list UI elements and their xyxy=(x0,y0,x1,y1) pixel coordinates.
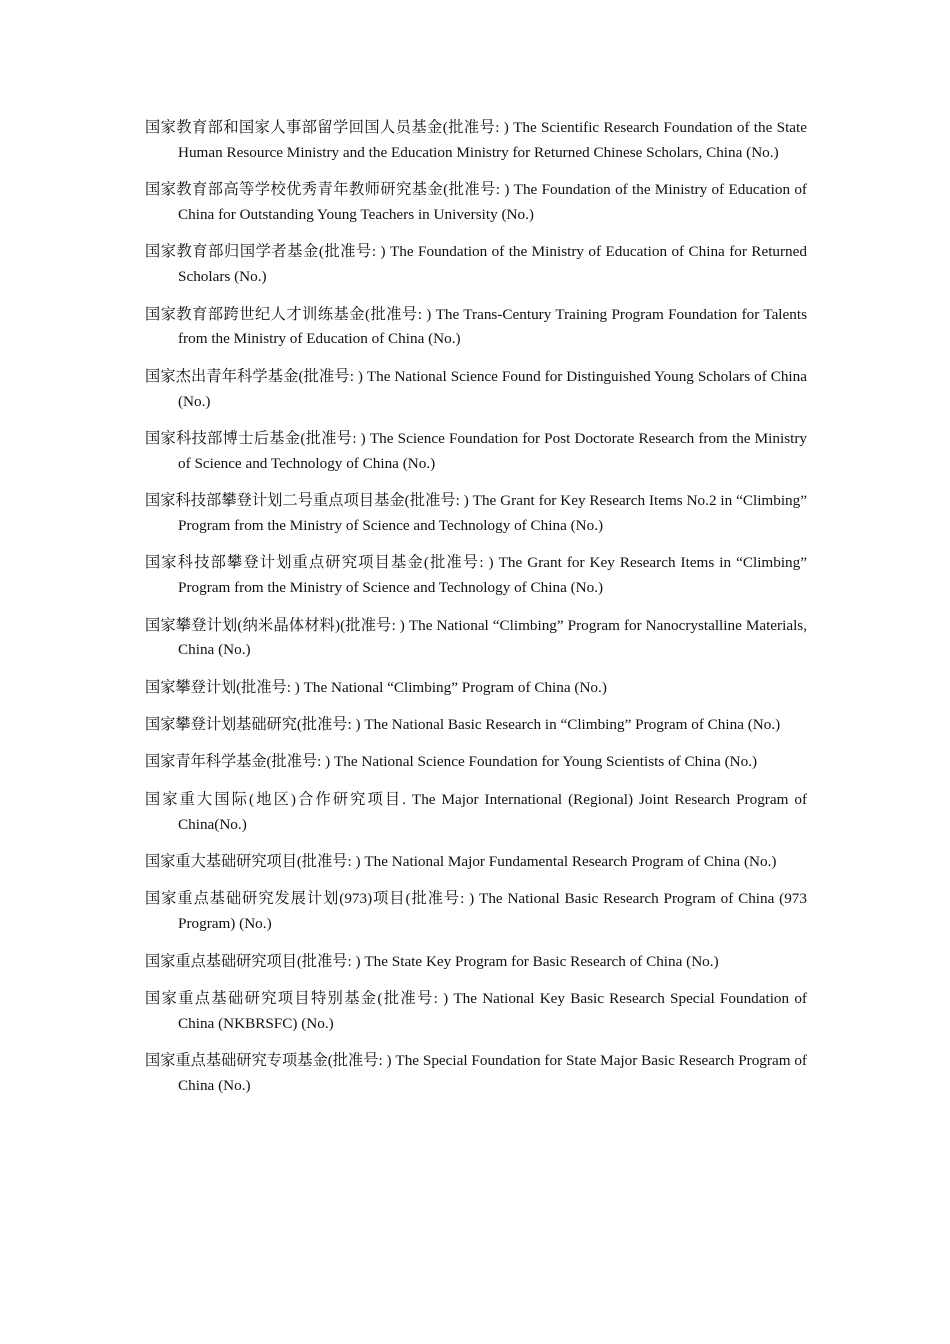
funding-entry: 国家重大国际(地区)合作研究项目. The Major International (Regional) Joint Research Program of China(No.) xyxy=(145,790,807,833)
funding-entry: 国家攀登计划基础研究(批准号: ) The National Basic Research in “Climbing” Program of China (No.) xyxy=(145,716,781,734)
funding-entry: 国家教育部跨世纪人才训练基金(批准号: ) The Trans-Century Training Program Foundation for Talents from the Ministry of Education of China (No.) xyxy=(145,305,807,348)
funding-entry: 国家教育部和国家人事部留学回国人员基金(批准号: ) The Scientific Research Foundation of the State Human Resource Ministry and the Education Ministry for Returned Chinese Scholars, China (No.) xyxy=(145,119,807,161)
funding-entry: 国家重点基础研究发展计划(973)项目(批准号: ) The National Basic Research Program of China (973 Program) (No.) xyxy=(145,890,807,933)
funding-entry: 国家科技部攀登计划重点研究项目基金(批准号: ) The Grant for Key Research Items in “Climbing” Program from the Ministry of Science and Technology of China (No.) xyxy=(145,554,807,597)
funding-entry: 国家重大基础研究项目(批准号: ) The National Major Fundamental Research Program of China (No.) xyxy=(145,853,777,871)
funding-entry: 国家青年科学基金(批准号: ) The National Science Foundation for Young Scientists of China (No.) xyxy=(145,753,758,771)
funding-entry: 国家攀登计划(纳米晶体材料)(批准号: ) The National “Climbing” Program for Nanocrystalline Materials, China (No.) xyxy=(145,616,807,659)
funding-entry: 国家教育部归国学者基金(批准号: ) The Foundation of the Ministry of Education of China for Returned Scholars (No.) xyxy=(145,243,807,286)
funding-entry: 国家重点基础研究项目(批准号: ) The State Key Program for Basic Research of China (No.) xyxy=(145,952,719,970)
funding-entry: 国家重点基础研究项目特别基金(批准号: ) The National Key Basic Research Special Foundation of China (NKBRSFC) (No.) xyxy=(145,990,807,1032)
funding-entry: 国家科技部攀登计划二号重点项目基金(批准号: ) The Grant for Key Research Items No.2 in “Climbing” Program from the Ministry of Science and Technology of China (No.) xyxy=(145,492,807,534)
funding-entry: 国家教育部高等学校优秀青年教师研究基金(批准号: ) The Foundation of the Ministry of Education of China for Outstanding Young Teachers in University (No.) xyxy=(145,181,807,223)
funding-entry: 国家杰出青年科学基金(批准号: ) The National Science Found for Distinguished Young Scholars of China (No.) xyxy=(145,367,807,410)
funding-entry: 国家科技部博士后基金(批准号: ) The Science Foundation for Post Doctorate Research from the Ministry of Science and Technology of China (No.) xyxy=(145,429,807,472)
funding-entry: 国家攀登计划(批准号: ) The National “Climbing” Program of China (No.) xyxy=(145,678,607,696)
funding-entry: 国家重点基础研究专项基金(批准号: ) The Special Foundation for State Major Basic Research Program of China (No.) xyxy=(145,1052,807,1094)
document-page xyxy=(145,116,807,1111)
